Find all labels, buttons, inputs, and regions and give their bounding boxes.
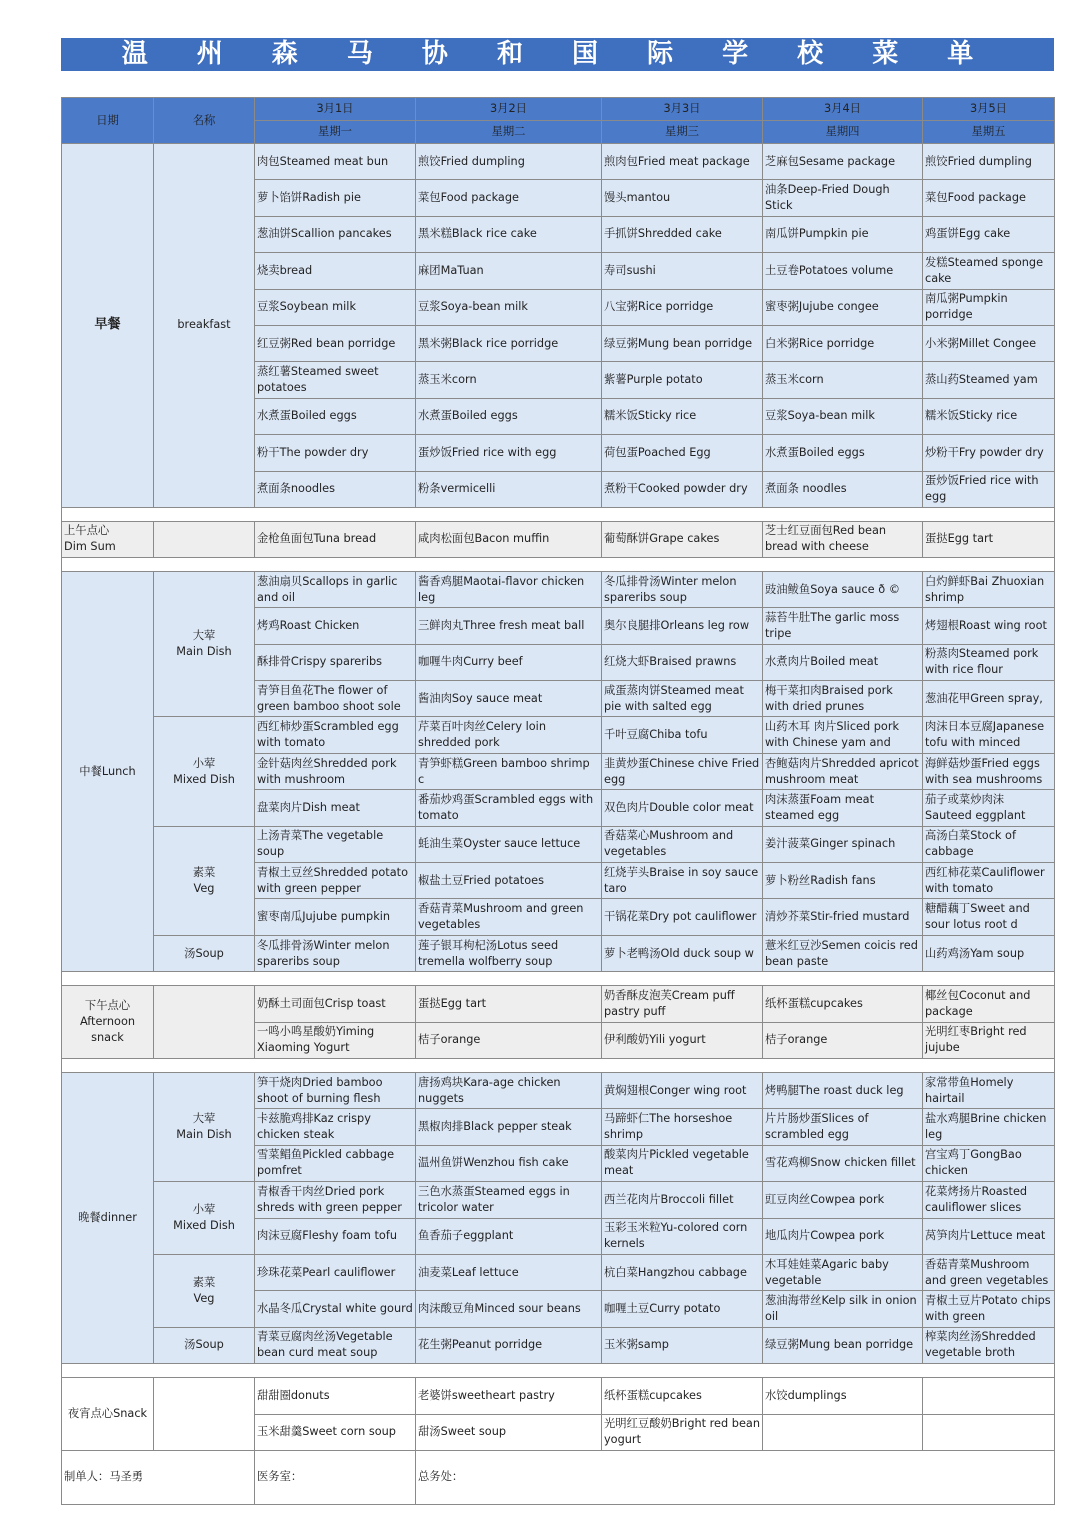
menu-item: 甜甜圈donuts (255, 1378, 416, 1414)
menu-item: 黑米粥Black rice porridge (416, 325, 602, 361)
dimsum-name (154, 521, 255, 557)
table-row (62, 986, 1055, 1022)
menu-item: 蛋炒饭Fried rice with egg (416, 435, 602, 471)
menu-item: 桔子orange (763, 1022, 923, 1058)
menu-item: 酸菜肉片Pickled vegetable meat (602, 1145, 763, 1181)
breakfast-name (154, 144, 255, 508)
menu-item: 酱油肉Soy sauce meat (416, 681, 602, 717)
menu-item: 白灼鲜虾Bai Zhuoxian shrimp (923, 571, 1055, 607)
footer-maker: 制单人：马圣勇 (62, 1450, 255, 1504)
row-label (64, 1406, 151, 1422)
menu-item: 老婆饼sweetheart pastry (416, 1378, 602, 1414)
menu-item: 小米粥Millet Congee (923, 325, 1055, 361)
menu-item: 姜汁菠菜Ginger spinach (763, 826, 923, 862)
table-row (62, 1327, 1055, 1363)
menu-item: 光明红枣Bright red jujube (923, 1022, 1055, 1058)
menu-item: 青椒土豆片Potato chips with green (923, 1291, 1055, 1327)
lunch-label-text: 中餐Lunch (79, 764, 136, 778)
table-row (62, 1182, 1055, 1218)
category-en: Mixed Dish (173, 1219, 235, 1233)
menu-item: 干锅花菜Dry pot cauliflower (602, 899, 763, 935)
menu-item: 黑米糕Black rice cake (416, 216, 602, 252)
menu-item: 寿司sushi (602, 253, 763, 289)
menu-item: 咸肉松面包Bacon muffin (416, 521, 602, 557)
menu-item: 豇豆肉丝Cowpea pork (763, 1182, 923, 1218)
table-row (62, 1364, 1055, 1378)
menu-item: 西红柿花菜Cauliflower with tomato (923, 863, 1055, 899)
menu-item: 海鲜菇炒蛋Fried eggs with sea mushrooms (923, 753, 1055, 789)
row-label (156, 865, 252, 897)
menu-item: 蛋挞Egg tart (923, 521, 1055, 557)
menu-item: 青笋目鱼花The flower of green bamboo shoot sole (255, 681, 416, 717)
table-row (62, 826, 1055, 862)
menu-item: 葱油扇贝Scallops in garlic and oil (255, 571, 416, 607)
afternoon-label (62, 986, 154, 1059)
menu-item: 上汤青菜The vegetable soup (255, 826, 416, 862)
menu-item: 芝士红豆面包Red bean bread with cheese (763, 521, 923, 557)
spacer (62, 557, 1055, 571)
menu-item: 白米粥Rice porridge (763, 325, 923, 361)
row-label (64, 317, 151, 333)
category-cn: 素菜 (192, 1275, 216, 1289)
spacer (62, 1058, 1055, 1072)
menu-item: 萝卜馅饼Radish pie (255, 180, 416, 216)
menu-item: 油麦菜Leaf lettuce (416, 1254, 602, 1290)
menu-item: 煎饺Fried dumpling (923, 144, 1055, 180)
menu-item: 家常带鱼Homely hairtail (923, 1072, 1055, 1108)
afternoon-label-2: Afternoon (79, 1015, 136, 1029)
menu-item: 绿豆粥Mung bean porridge (602, 325, 763, 361)
menu-item: 山药木耳 肉片Sliced pork with Chinese yam and (763, 717, 923, 753)
menu-item: 芝麻包Sesame package (763, 144, 923, 180)
weekday-cell: 星期四 (763, 121, 923, 144)
menu-item: 雪花鸡柳Snow chicken fillet (763, 1145, 923, 1181)
menu-item: 梅干菜扣肉Braised pork with dried prunes (763, 681, 923, 717)
menu-item: 蒜苔牛肚The garlic moss tripe (763, 608, 923, 644)
menu-item (923, 1414, 1055, 1450)
dimsum-label (62, 521, 154, 557)
menu-item: 葱油饼Scallion pancakes (255, 216, 416, 252)
weekday-cell: 星期五 (923, 121, 1055, 144)
dinner-veg-label (154, 1254, 255, 1327)
menu-item: 发糕Steamed sponge cake (923, 253, 1055, 289)
table-row (62, 935, 1055, 971)
dinner-soup-label (154, 1327, 255, 1363)
menu-item: 蚝油生菜Oyster sauce lettuce (416, 826, 602, 862)
afternoon-label-3: snack (91, 1031, 124, 1045)
weekday-cell: 星期二 (416, 121, 602, 144)
menu-item: 香菇青菜Mushroom and green vegetables (416, 899, 602, 935)
menu-item: 珍珠花菜Pearl cauliflower (255, 1254, 416, 1290)
menu-item: 西红柿炒蛋Scrambled egg with tomato (255, 717, 416, 753)
menu-item: 甜汤Sweet soup (416, 1414, 602, 1450)
menu-item: 肉沫蒸蛋Foam meat steamed egg (763, 790, 923, 826)
spacer (62, 507, 1055, 521)
date-cell: 3月4日 (763, 98, 923, 121)
page-title: 温 州 森 马 协 和 国 际 学 校 菜 单 (61, 38, 1054, 71)
menu-item: 咖喱牛肉Curry beef (416, 644, 602, 680)
footer-office: 总务处： (416, 1450, 1055, 1504)
menu-item: 咸蛋蒸肉饼Steamed meat pie with salted egg (602, 681, 763, 717)
menu-item: 番茄炒鸡蛋Scrambled eggs with tomato (416, 790, 602, 826)
menu-item: 青菜豆腐肉丝汤Vegetable bean curd meat soup (255, 1327, 416, 1363)
menu-item: 莴笋肉片Lettuce meat (923, 1218, 1055, 1254)
menu-item: 油条Deep-Fried Dough Stick (763, 180, 923, 216)
menu-item: 粉条vermicelli (416, 471, 602, 507)
row-label (156, 946, 252, 962)
lunch-label (62, 571, 154, 971)
category-en: Veg (193, 881, 215, 895)
menu-item: 一鸣小鸣星酸奶Yiming Xiaoming Yogurt (255, 1022, 416, 1058)
menu-item: 千叶豆腐Chiba tofu (602, 717, 763, 753)
menu-item: 伊利酸奶Yili yogurt (602, 1022, 763, 1058)
snack-name (154, 1378, 255, 1451)
menu-item: 奶香酥皮泡芙Cream puff pastry puff (602, 986, 763, 1022)
table-row (62, 972, 1055, 986)
menu-item: 糯米饭Sticky rice (602, 398, 763, 434)
breakfast-name-text: breakfast (177, 318, 231, 332)
menu-item: 清炒芥菜Stir-fried mustard (763, 899, 923, 935)
menu-item: 青笋虾糕Green bamboo shrimp c (416, 753, 602, 789)
menu-item: 芹菜百叶肉丝Celery loin shredded pork (416, 717, 602, 753)
menu-item: 椰丝包Coconut and package (923, 986, 1055, 1022)
menu-item: 鸡蛋饼Egg cake (923, 216, 1055, 252)
afternoon-label-1: 下午点心 (84, 999, 131, 1013)
menu-item: 奥尔良腿排Orleans leg row (602, 608, 763, 644)
menu-item: 黑椒肉排Black pepper steak (416, 1109, 602, 1145)
menu-item: 三色水蒸蛋Steamed eggs in tricolor water (416, 1182, 602, 1218)
table-row (62, 521, 1055, 557)
menu-item: 片片肠炒蛋Slices of scrambled egg (763, 1109, 923, 1145)
date-cell: 3月3日 (602, 98, 763, 121)
menu-item: 馒头mantou (602, 180, 763, 216)
menu-item: 肉包Steamed meat bun (255, 144, 416, 180)
menu-item: 水煮肉片Boiled meat (763, 644, 923, 680)
menu-item: 蒸玉米corn (416, 362, 602, 398)
snack-label-text: 夜宵点心Snack (67, 1407, 148, 1420)
row-label (64, 998, 151, 1046)
breakfast-label (62, 144, 154, 508)
menu-item: 八宝粥Rice porridge (602, 289, 763, 325)
date-cell: 3月5日 (923, 98, 1055, 121)
menu-item: 花生粥Peanut porridge (416, 1327, 602, 1363)
menu-item: 葡萄酥饼Grape cakes (602, 521, 763, 557)
category-en: Main Dish (176, 645, 232, 659)
footer-clinic: 医务室： (255, 1450, 416, 1504)
menu-item: 烤鸡Roast Chicken (255, 608, 416, 644)
menu-item: 杭白菜Hangzhou cabbage (602, 1254, 763, 1290)
menu-item: 肉沫豆腐Fleshy foam tofu (255, 1218, 416, 1254)
weekday-cell: 星期三 (602, 121, 763, 144)
menu-item: 咖喱土豆Curry potato (602, 1291, 763, 1327)
row-label (64, 1210, 151, 1226)
menu-item: 红烧芋头Braise in soy sauce taro (602, 863, 763, 899)
menu-item: 卡兹脆鸡排Kaz crispy chicken steak (255, 1109, 416, 1145)
menu-item: 南瓜饼Pumpkin pie (763, 216, 923, 252)
row-label (64, 523, 151, 555)
dinner-main-label (154, 1072, 255, 1181)
menu-item (923, 1378, 1055, 1414)
menu-item: 酱香鸡腿Maotai-flavor chicken leg (416, 571, 602, 607)
menu-item: 豆浆Soya-bean milk (763, 398, 923, 434)
menu-item: 唐扬鸡块Kara-age chicken nuggets (416, 1072, 602, 1108)
table-row (62, 98, 1055, 121)
name-header: 名称 (154, 98, 255, 144)
menu-item: 金针菇肉丝Shredded pork with mushroom (255, 753, 416, 789)
menu-item: 纸杯蛋糕cupcakes (763, 986, 923, 1022)
menu-item: 紫薯Purple potato (602, 362, 763, 398)
menu-item: 糖醋藕丁Sweet and sour lotus root d (923, 899, 1055, 935)
menu-item: 绿豆粥Mung bean porridge (763, 1327, 923, 1363)
lunch-veg-label (154, 826, 255, 935)
menu-item: 煮面条noodles (255, 471, 416, 507)
menu-item (763, 1414, 923, 1450)
table-row (62, 717, 1055, 753)
menu-table (61, 97, 1055, 1505)
menu-item: 煎饺Fried dumpling (416, 144, 602, 180)
menu-item: 蜜枣南瓜Jujube pumpkin (255, 899, 416, 935)
row-label (156, 1275, 252, 1307)
table-row (62, 571, 1055, 607)
menu-item: 粉蒸肉Steamed pork with rice flour (923, 644, 1055, 680)
menu-item: 茄子或菜炒肉沫 Sauteed eggplant (923, 790, 1055, 826)
menu-item: 地瓜肉片Cowpea pork (763, 1218, 923, 1254)
menu-item: 光明红豆酸奶Bright red bean yogurt (602, 1414, 763, 1450)
menu-item: 金枪鱼面包Tuna bread (255, 521, 416, 557)
menu-item: 鱼香茄子eggplant (416, 1218, 602, 1254)
menu-item: 烤鸭腿The roast duck leg (763, 1072, 923, 1108)
snack-label (62, 1378, 154, 1451)
afternoon-name (154, 986, 255, 1059)
menu-item: 奶酥土司面包Crisp toast (255, 986, 416, 1022)
date-header: 日期 (62, 98, 154, 144)
menu-item: 萝卜老鸭汤Old duck soup w (602, 935, 763, 971)
menu-item: 蛋挞Egg tart (416, 986, 602, 1022)
category-cn: 大荤 (192, 1112, 216, 1126)
category-cn: 小荤 (192, 756, 216, 770)
menu-item: 水煮蛋Boiled eggs (416, 398, 602, 434)
menu-item: 水饺dumplings (763, 1378, 923, 1414)
menu-item: 手抓饼Shredded cake (602, 216, 763, 252)
menu-item: 盘菜肉片Dish meat (255, 790, 416, 826)
menu-item: 煮粉干Cooked powder dry (602, 471, 763, 507)
menu-item: 花菜烤扬片Roasted cauliflower slices (923, 1182, 1055, 1218)
row-label (64, 764, 151, 780)
table-row (62, 1254, 1055, 1290)
menu-item: 冬瓜排骨汤Winter melon spareribs soup (602, 571, 763, 607)
menu-item: 麻团MaTuan (416, 253, 602, 289)
menu-item: 温州鱼饼Wenzhou fish cake (416, 1145, 602, 1181)
menu-item: 莲子银耳枸杞汤Lotus seed tremella wolfberry soup (416, 935, 602, 971)
spacer (62, 1364, 1055, 1378)
row-label (156, 1111, 252, 1143)
menu-item: 煎肉包Fried meat package (602, 144, 763, 180)
table-row (62, 1450, 1055, 1504)
menu-item: 肉沫酸豆角Minced sour beans (416, 1291, 602, 1327)
date-cell: 3月2日 (416, 98, 602, 121)
row-label (156, 756, 252, 788)
menu-item: 豆浆Soya-bean milk (416, 289, 602, 325)
menu-item: 红豆粥Red bean porridge (255, 325, 416, 361)
dinner-label (62, 1072, 154, 1363)
menu-item: 粉干The powder dry (255, 435, 416, 471)
menu-item: 桔子orange (416, 1022, 602, 1058)
menu-item: 青椒香干肉丝Dried pork shreds with green pepper (255, 1182, 416, 1218)
dimsum-label-en: Dim Sum (64, 540, 116, 554)
lunch-mixed-label (154, 717, 255, 826)
menu-item: 荷包蛋Poached Egg (602, 435, 763, 471)
table-row (62, 144, 1055, 180)
menu-item: 马蹄虾仁The horseshoe shrimp (602, 1109, 763, 1145)
menu-item: 菜包Food package (416, 180, 602, 216)
menu-item: 杏鲍菇肉片Shredded apricot mushroom meat (763, 753, 923, 789)
menu-item: 菜包Food package (923, 180, 1055, 216)
menu-item: 葱油花甲Green spray, (923, 681, 1055, 717)
menu-item: 豆浆Soybean milk (255, 289, 416, 325)
menu-item: 蒸山药Steamed yam (923, 362, 1055, 398)
category-cn: 大荤 (192, 629, 216, 643)
date-cell: 3月1日 (255, 98, 416, 121)
menu-item: 南瓜粥Pumpkin porridge (923, 289, 1055, 325)
menu-item: 玉米粥samp (602, 1327, 763, 1363)
menu-item: 青椒土豆丝Shredded potato with green pepper (255, 863, 416, 899)
menu-item: 高汤白菜Stock of cabbage (923, 826, 1055, 862)
menu-item: 葱油海带丝Kelp silk in onion oil (763, 1291, 923, 1327)
menu-item: 宫宝鸡丁GongBao chicken (923, 1145, 1055, 1181)
menu-item: 榨菜肉丝汤Shredded vegetable broth (923, 1327, 1055, 1363)
table-row (62, 507, 1055, 521)
menu-item: 炒粉干Fry powder dry (923, 435, 1055, 471)
menu-item: 香菇菜心Mushroom and vegetables (602, 826, 763, 862)
soup-label: 汤Soup (184, 1338, 224, 1352)
table-row (62, 1378, 1055, 1414)
menu-item: 纸杯蛋糕cupcakes (602, 1378, 763, 1414)
spacer (62, 972, 1055, 986)
menu-item: 雪菜鲳鱼Pickled cabbage pomfret (255, 1145, 416, 1181)
menu-item: 萝卜粉丝Radish fans (763, 863, 923, 899)
menu-item: 盐水鸡腿Brine chicken leg (923, 1109, 1055, 1145)
menu-item: 水煮蛋Boiled eggs (763, 435, 923, 471)
row-label (156, 1202, 252, 1234)
menu-item: 豉油鲅鱼Soya sauce ð © (763, 571, 923, 607)
menu-item: 红烧大虾Braised prawns (602, 644, 763, 680)
menu-item: 烤翅根Roast wing root (923, 608, 1055, 644)
menu-item: 蒸红薯Steamed sweet potatoes (255, 362, 416, 398)
menu-item: 山药鸡汤Yam soup (923, 935, 1055, 971)
menu-item: 土豆卷Potatoes volume (763, 253, 923, 289)
menu-item: 蒸玉米corn (763, 362, 923, 398)
table-row (62, 1058, 1055, 1072)
row-label (156, 317, 252, 333)
category-cn: 素菜 (192, 865, 216, 879)
breakfast-label-text: 早餐 (94, 317, 121, 333)
category-en: Veg (193, 1291, 215, 1305)
menu-item: 笋干烧肉Dried bamboo shoot of burning flesh (255, 1072, 416, 1108)
menu-item: 椒盐土豆Fried potatoes (416, 863, 602, 899)
dinner-mixed-label (154, 1182, 255, 1255)
dimsum-label-cn: 上午点心 (64, 524, 110, 538)
lunch-main-label (154, 571, 255, 717)
soup-label: 汤Soup (184, 946, 224, 960)
category-cn: 小荤 (192, 1203, 216, 1217)
category-en: Main Dish (176, 1128, 232, 1142)
menu-item: 水晶冬瓜Crystal white gourd (255, 1291, 416, 1327)
menu-item: 糯米饭Sticky rice (923, 398, 1055, 434)
menu-item: 肉沫日本豆腐Japanese tofu with minced (923, 717, 1055, 753)
menu-item: 木耳娃娃菜Agaric baby vegetable (763, 1254, 923, 1290)
menu-item: 三鲜肉丸Three fresh meat ball (416, 608, 602, 644)
menu-item: 烧卖bread (255, 253, 416, 289)
table-row (62, 1072, 1055, 1108)
menu-item: 香菇青菜Mushroom and green vegetables (923, 1254, 1055, 1290)
table-row (62, 557, 1055, 571)
menu-item: 水煮蛋Boiled eggs (255, 398, 416, 434)
menu-item: 玉米甜羹Sweet corn soup (255, 1414, 416, 1450)
menu-item: 西兰花肉片Broccoli fillet (602, 1182, 763, 1218)
menu-item: 黄焖翅根Conger wing root (602, 1072, 763, 1108)
lunch-soup-label (154, 935, 255, 971)
category-en: Mixed Dish (173, 772, 235, 786)
menu-item: 韭黄炒蛋Chinese chive Fried egg (602, 753, 763, 789)
menu-item: 蛋炒饭Fried rice with egg (923, 471, 1055, 507)
row-label (156, 1337, 252, 1353)
menu-item: 蜜枣粥Jujube congee (763, 289, 923, 325)
menu-item: 双色肉片Double color meat (602, 790, 763, 826)
menu-item: 玉彩玉米粒Yu-colored corn kernels (602, 1218, 763, 1254)
menu-item: 薏米红豆沙Semen coicis red bean paste (763, 935, 923, 971)
row-label (156, 628, 252, 660)
menu-item: 酥排骨Crispy spareribs (255, 644, 416, 680)
menu-item: 冬瓜排骨汤Winter melon spareribs soup (255, 935, 416, 971)
weekday-cell: 星期一 (255, 121, 416, 144)
menu-item: 煮面条 noodles (763, 471, 923, 507)
dinner-label-text: 晚餐dinner (78, 1211, 137, 1225)
